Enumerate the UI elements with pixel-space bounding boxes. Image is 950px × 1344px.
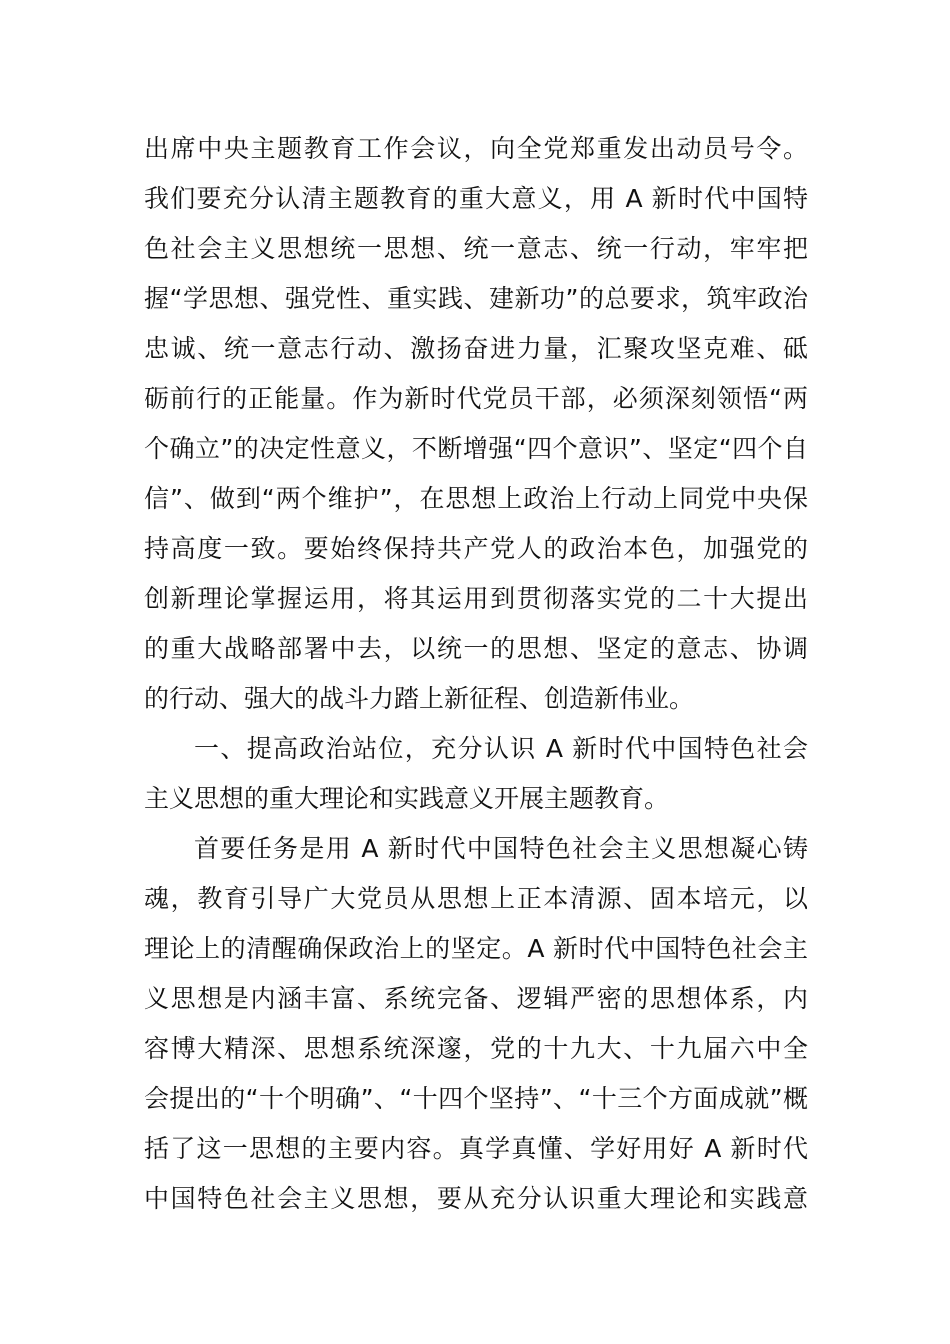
- text-line: 括了这一思想的主要内容。真学真懂、学好用好 A 新时代: [144, 1134, 808, 1163]
- text-line: 理论上的清醒确保政治上的坚定。A 新时代中国特色社会主: [144, 934, 808, 963]
- text-line: 首要任务是用 A 新时代中国特色社会主义思想凝心铸: [194, 834, 808, 863]
- text-line: 创新理论掌握运用，将其运用到贯彻落实党的二十大提出: [144, 584, 808, 613]
- text-line: 的重大战略部署中去，以统一的思想、坚定的意志、协调: [144, 634, 808, 663]
- text-line: 信”、做到“两个维护”，在思想上政治上行动上同党中央保: [144, 484, 808, 513]
- text-line: 忠诚、统一意志行动、激扬奋进力量，汇聚攻坚克难、砥: [144, 334, 808, 363]
- text-line: 的行动、强大的战斗力踏上新征程、创造新伟业。: [144, 684, 695, 713]
- section-heading: [144, 724, 808, 824]
- text-line: 会提出的“十个明确”、“十四个坚持”、“十三个方面成就”概: [144, 1084, 808, 1113]
- text-line: 中国特色社会主义思想，要从充分认识重大理论和实践意: [144, 1184, 808, 1213]
- paragraph-continuation: [144, 124, 808, 724]
- text-line: 出席中央主题教育工作会议，向全党郑重发出动员号令。: [144, 134, 808, 163]
- text-line: 容博大精深、思想系统深邃，党的十九大、十九届六中全: [144, 1034, 808, 1063]
- text-line: 我们要充分认清主题教育的重大意义，用 A 新时代中国特: [144, 184, 808, 213]
- text-line: 握“学思想、强党性、重实践、建新功”的总要求，筑牢政治: [144, 284, 808, 313]
- text-line: 持高度一致。要始终保持共产党人的政治本色，加强党的: [144, 534, 808, 563]
- text-line: 砺前行的正能量。作为新时代党员干部，必须深刻领悟“两: [144, 384, 808, 413]
- text-line: 魂，教育引导广大党员从思想上正本清源、固本培元，以: [144, 884, 808, 913]
- text-line: 一、提高政治站位，充分认识 A 新时代中国特色社会: [194, 734, 808, 763]
- text-line: 主义思想的重大理论和实践意义开展主题教育。: [144, 784, 670, 813]
- text-line: 色社会主义思想统一思想、统一意志、统一行动，牢牢把: [144, 234, 808, 263]
- text-line: 个确立”的决定性意义，不断增强“四个意识”、坚定“四个自: [144, 434, 808, 463]
- body-paragraph: [144, 824, 808, 1224]
- text-line: 义思想是内涵丰富、系统完备、逻辑严密的思想体系，内: [144, 984, 808, 1013]
